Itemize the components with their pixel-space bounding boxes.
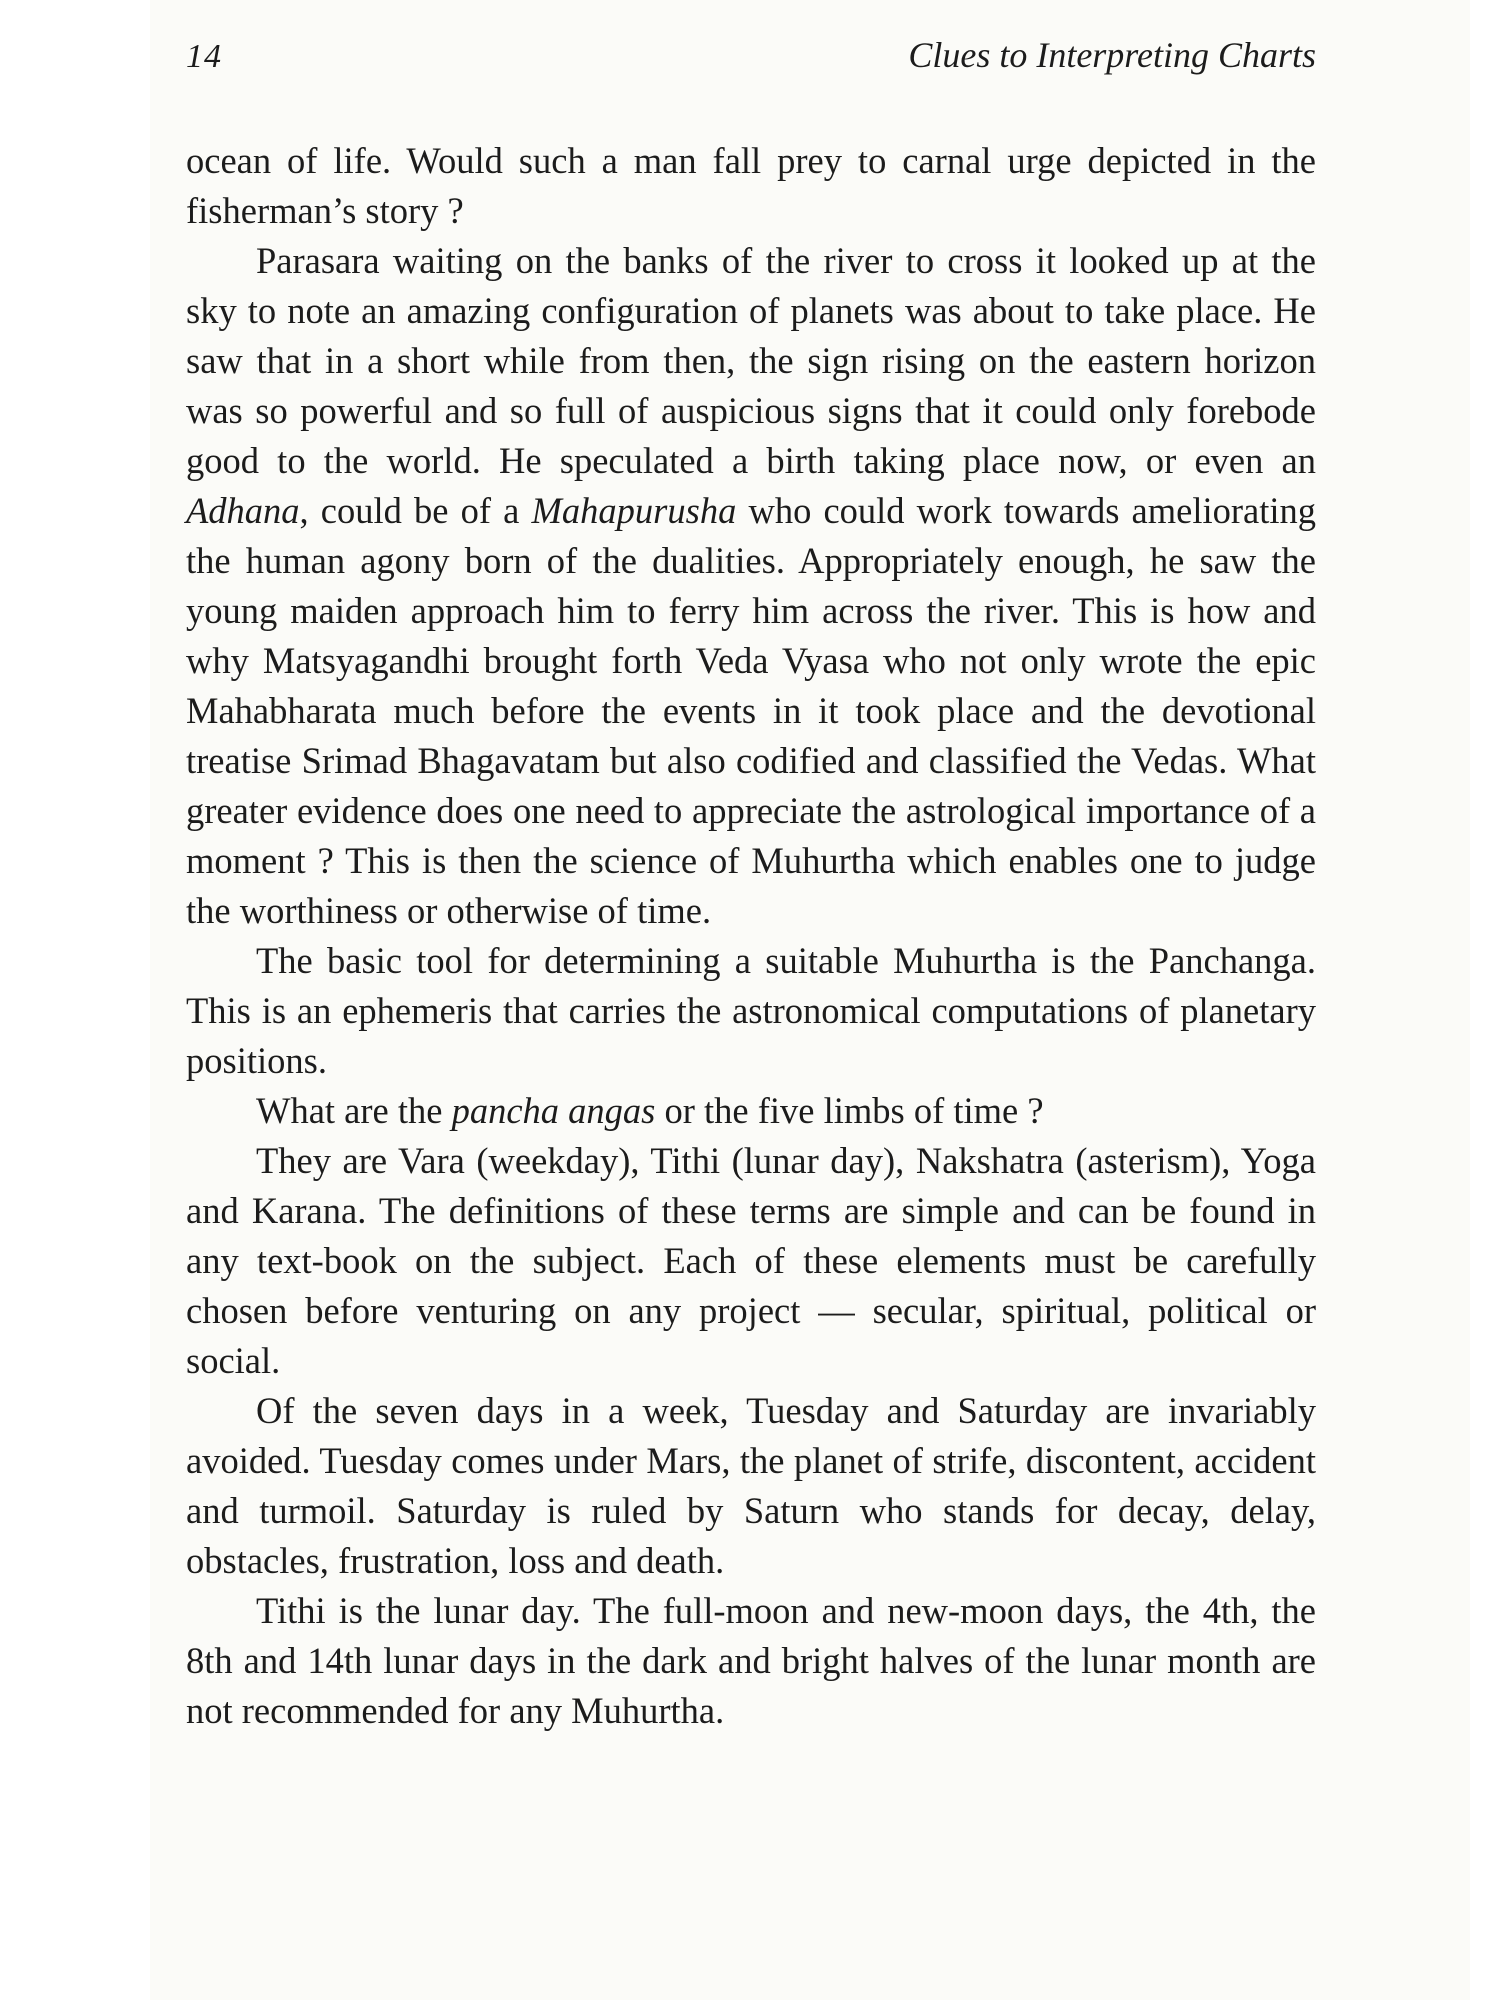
paragraph-6: Of the seven days in a week, Tuesday and Saturday are invariably avoided. Tuesday comes under Mars, the planet of strife, discontent, accident and turmoil. Saturday is ruled by Saturn who stands for decay, delay, obstacles, frustration, loss and death. [186,1390,1316,1581]
paragraph-4-text-a: What are the [256,1090,452,1131]
paragraph-3: The basic tool for determining a suitable Muhurtha is the Panchanga. This is an ephemeris that carries the astronomical computations of planetary positions. [186,940,1316,1081]
paragraph-2 [186,236,1316,936]
paragraph-4 [186,1086,1316,1136]
body-text [186,136,1316,1736]
paragraph-4-text-c: or the five limbs of time ? [655,1090,1044,1131]
paragraph-7: Tithi is the lunar day. The full-moon and new-moon days, the 4th, the 8th and 14th lunar days in the dark and bright halves of the lunar month are not recommended for any Muhurtha. [186,1590,1316,1731]
paragraph-5: They are Vara (weekday), Tithi (lunar day), Nakshatra (asterism), Yoga and Karana. The definitions of these terms are simple and can be found in any text-book on the subject. Each of these elements must be carefully chosen before venturing on any project — secular, spiritual, political or social. [186,1140,1316,1381]
paragraph-2-text-c: , could be of a [299,490,532,531]
page-header [186,30,1316,90]
term-pancha-angas: pancha angas [451,1090,656,1131]
term-mahapurusha: Mahapurusha [531,490,737,531]
paragraph-2-text-a: Parasara waiting on the banks of the river to cross it looked up at the sky to note an amazing configuration of planets was about to take place. He saw that in a short while from then, the sign rising on the eastern horizon was so powerful and so full of auspicious signs that it could only forebode good to the world. He speculated a birth taking place now, or even an [186,240,1316,481]
page-number: 14 [186,38,222,75]
paragraph-1: ocean of life. Would such a man fall prey to carnal urge depicted in the fisherman’s story ? [186,140,1316,231]
term-adhana: Adhana [186,490,300,531]
paragraph-2-text-e: who could work towards ameliorating the human agony born of the dualities. Appropriately enough, he saw the young maiden approach him to ferry him across the river. This is how and why Matsyagandhi brought forth Veda Vyasa who not only wrote the epic Mahabharata much before the events in it took place and the devotional treatise Srimad Bhagavatam but also codified and classified the Vedas. What greater evidence does one need to appreciate the astrological importance of a moment ? This is then the science of Muhurtha which enables one to judge the worthiness or otherwise of time. [186,490,1316,931]
running-head: Clues to Interpreting Charts [908,35,1316,75]
